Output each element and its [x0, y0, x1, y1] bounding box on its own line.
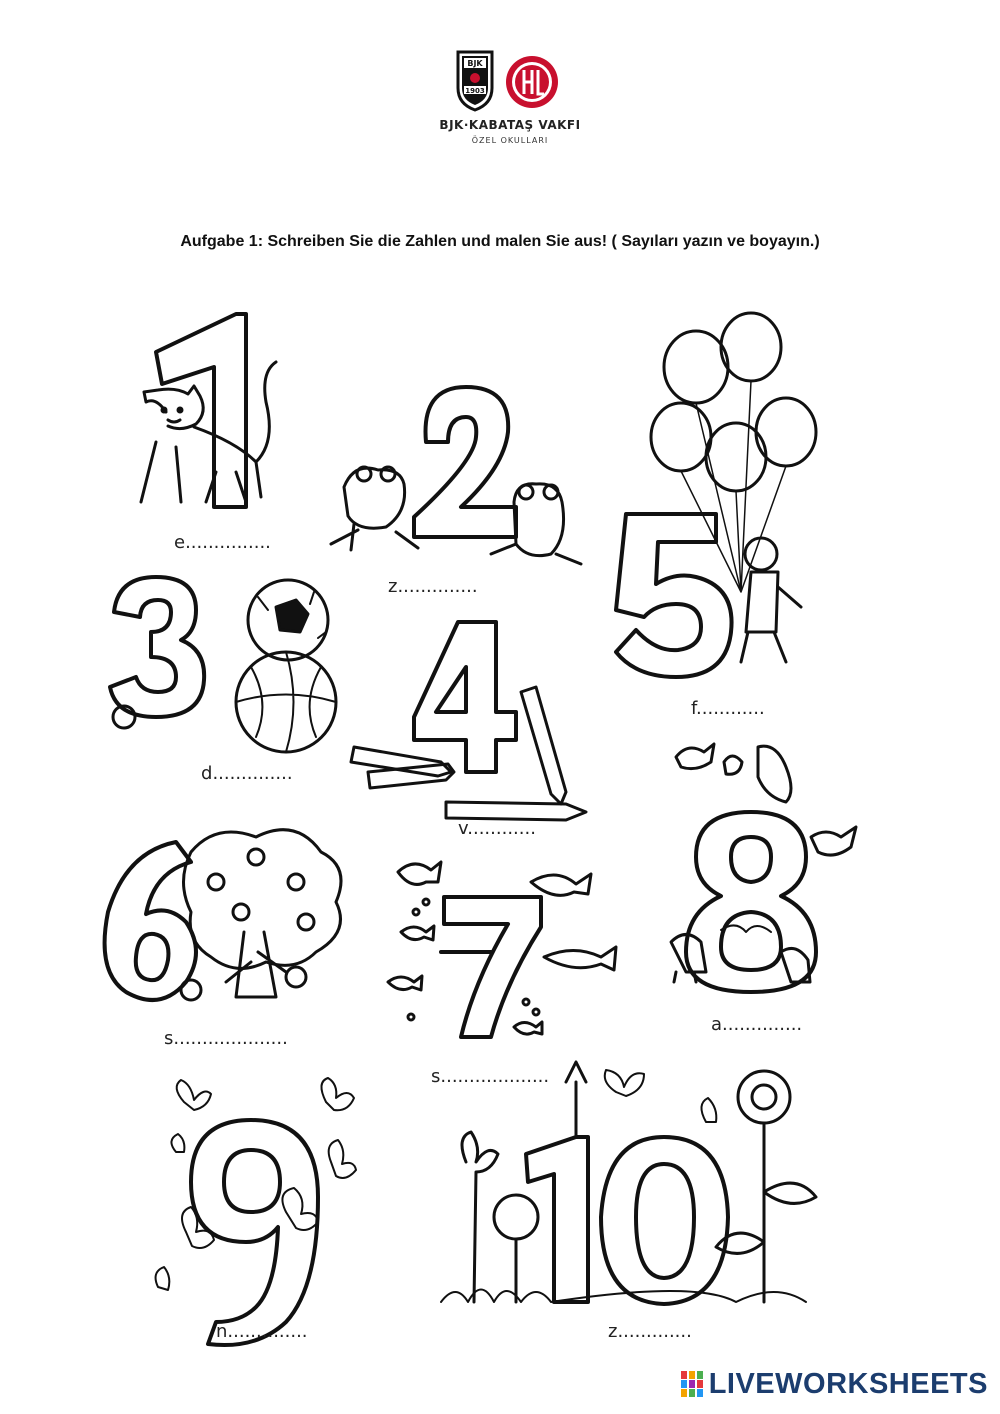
number-10-flowers-picture: [441, 1062, 816, 1304]
footer-brand: [681, 1368, 988, 1400]
answer-8: a..............: [711, 1014, 803, 1035]
number-9-butterflies-picture: [156, 1078, 356, 1345]
number-7-fish-picture: [388, 862, 616, 1037]
number-4-pencils-picture: [351, 622, 586, 820]
number-6-tree-picture: [105, 830, 341, 1000]
number-1-cat-picture: [141, 314, 276, 507]
kabatas-crest-icon: [506, 56, 558, 108]
answer-4: v............: [458, 818, 536, 839]
answer-5: f............: [691, 698, 765, 719]
task-title: Aufgabe 1: Schreiben Sie die Zahlen und malen Sie aus! ( Sayıları yazın ve boyayın.): [180, 233, 820, 250]
answer-3: d..............: [201, 763, 293, 784]
number-5-balloons-picture: [616, 313, 816, 677]
coloring-illustration: [96, 292, 908, 1350]
school-name: BJK·KABATAŞ VAKFI: [439, 118, 581, 132]
number-2-frogs-picture: [331, 387, 581, 564]
answer-10: z.............: [608, 1321, 692, 1342]
answer-2: z..............: [388, 576, 478, 597]
bjk-crest-icon: [458, 52, 492, 110]
answer-1: e...............: [174, 532, 271, 553]
svg-text:1903: 1903: [465, 87, 485, 95]
liveworksheets-logo-icon: [681, 1371, 703, 1397]
number-3-balls-picture: [110, 577, 336, 752]
number-8-birds-picture: [671, 744, 856, 992]
answer-6: s....................: [164, 1028, 288, 1049]
svg-text:BJK: BJK: [467, 59, 483, 68]
school-subtitle: ÖZEL OKULLARI: [471, 136, 549, 145]
footer-brand-text: LIVEWORKSHEETS: [708, 1367, 988, 1400]
answer-7: s...................: [431, 1066, 550, 1087]
answer-9: n..............: [216, 1321, 308, 1342]
